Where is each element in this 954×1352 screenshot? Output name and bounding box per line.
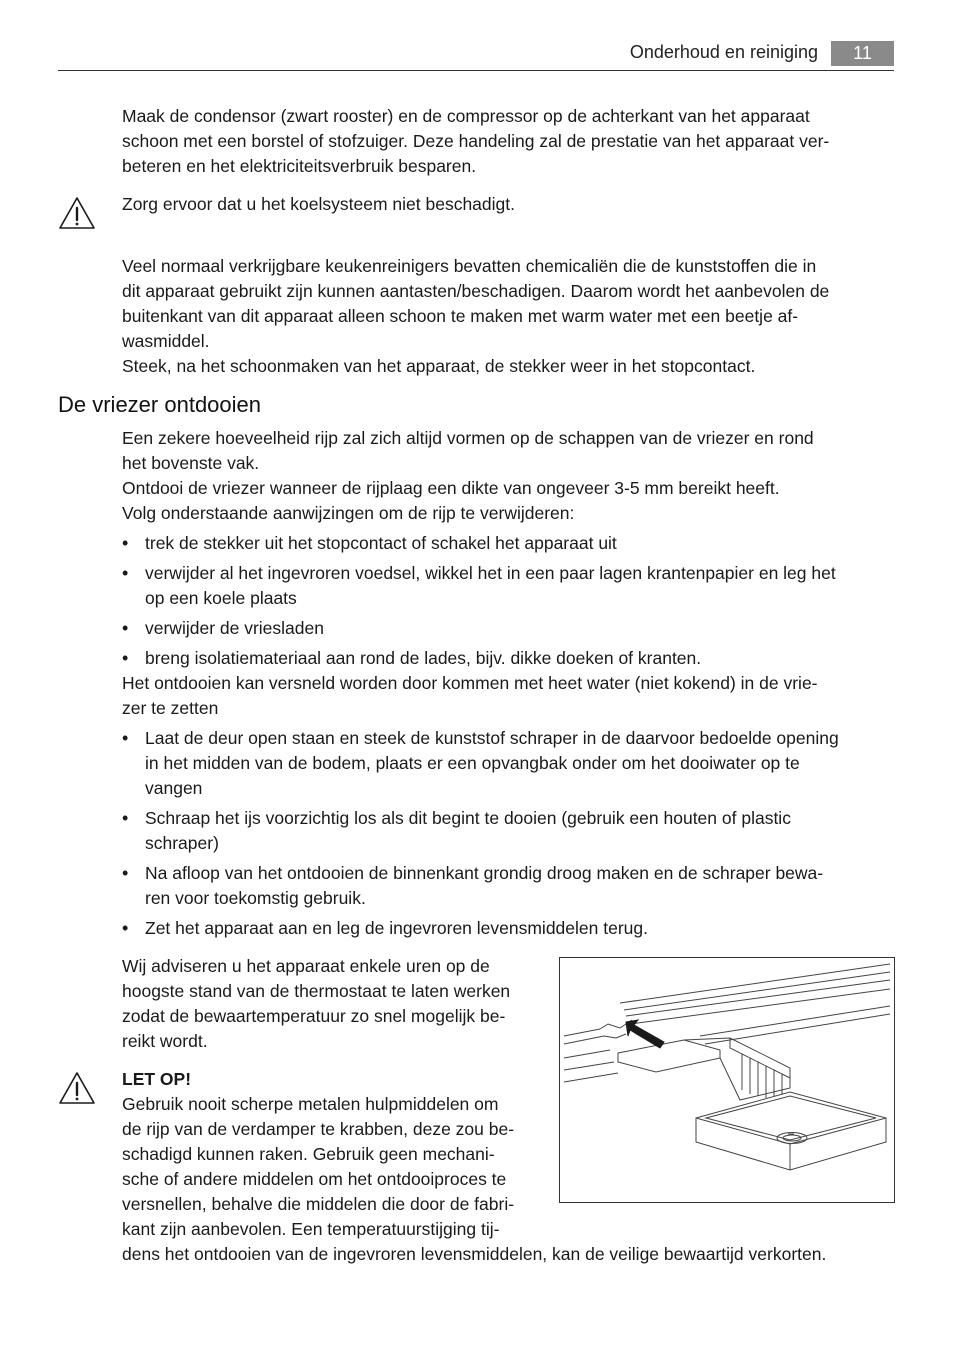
defrost-steps-list <box>122 531 897 671</box>
intro-line: beteren en het elektriciteitsverbruik besparen. <box>122 156 477 176</box>
list-item-line: vangen <box>145 778 203 798</box>
scraper-drip-tray-icon <box>560 958 894 1202</box>
scraper-drip-tray-illustration <box>559 957 895 1203</box>
list-item-line: Laat de deur open staan en steek de kunststof schraper in de daarvoor bedoelde opening <box>145 728 839 748</box>
defrost-intro <box>122 426 897 526</box>
list-item-line: Zet het apparaat aan en leg de ingevroren levensmiddelen terug. <box>145 918 648 938</box>
page-number-badge: 11 <box>831 41 894 66</box>
list-item-line: Schraap het ijs voorzichtig los als dit begint te dooien (gebruik een houten of plastic <box>145 808 791 828</box>
warning-triangle-icon <box>58 1071 96 1105</box>
list-item <box>122 531 897 556</box>
defrost-intro-line: Volg onderstaande aanwijzingen om de rijp te verwijderen: <box>122 503 575 523</box>
advice-line: Wij adviseren u het apparaat enkele uren op de <box>122 956 490 976</box>
caution-line: versnellen, behalve die middelen die door de fabri- <box>122 1194 515 1214</box>
list-item <box>122 806 897 856</box>
intro-paragraph <box>122 104 897 179</box>
caution-line: Gebruik nooit scherpe metalen hulpmiddelen om <box>122 1094 499 1114</box>
note-line: Het ontdooien kan versneld worden door kommen met heet water (niet kokend) in de vrie- <box>122 673 818 693</box>
warning-triangle-icon <box>58 196 96 230</box>
defrost-intro-line: Ontdooi de vriezer wanneer de rijplaag een dikte van ongeveer 3-5 mm bereikt heeft. <box>122 478 780 498</box>
defrost-hot-water-note <box>122 671 897 721</box>
list-item <box>122 646 897 671</box>
advice-line: zodat de bewaartemperatuur zo snel mogelijk be- <box>122 1006 506 1026</box>
advice-line: reikt wordt. <box>122 1031 208 1051</box>
cleaning-line: Veel normaal verkrijgbare keukenreinigers bevatten chemicaliën die de kunststoffen die in <box>122 256 817 276</box>
caution-title: LET OP! <box>122 1069 192 1089</box>
list-item <box>122 616 897 641</box>
cleaning-paragraph <box>122 254 897 379</box>
list-item-line: schraper) <box>145 833 219 853</box>
list-item <box>122 726 897 801</box>
defrost-intro-line: Een zekere hoeveelheid rijp zal zich altijd vormen op de schappen van de vriezer en rond <box>122 428 814 448</box>
list-item-line: Na afloop van het ontdooien de binnenkant grondig droog maken en de schraper bewa- <box>145 863 824 883</box>
cleaning-line: Steek, na het schoonmaken van het apparaat, de stekker weer in het stopcontact. <box>122 356 756 376</box>
caution-line: kant zijn aanbevolen. Een temperatuurstijging tij- <box>122 1219 500 1239</box>
caution-block <box>122 1067 558 1242</box>
list-item-line: trek de stekker uit het stopcontact of schakel het apparaat uit <box>145 533 617 553</box>
list-item-line: verwijder al het ingevroren voedsel, wikkel het in een paar lagen krantenpapier en leg het <box>145 563 836 583</box>
intro-line: schoon met een borstel of stofzuiger. Deze handeling zal de prestatie van het apparaat ver- <box>122 131 830 151</box>
caution-last-line-wrap <box>122 1242 897 1267</box>
header-divider <box>58 70 894 71</box>
section-heading-defrost: De vriezer ontdooien <box>58 392 262 417</box>
defrost-scraper-list <box>122 726 897 941</box>
list-item-line: verwijder de vriesladen <box>145 618 324 638</box>
advice-paragraph <box>122 954 552 1054</box>
list-item <box>122 916 897 941</box>
note-line: zer te zetten <box>122 698 219 718</box>
advice-line: hoogste stand van de thermostaat te laten werken <box>122 981 511 1001</box>
caution-line: sche of andere middelen om het ontdooiproces te <box>122 1169 507 1189</box>
list-item-line: breng isolatiemateriaal aan rond de lades, bijv. dikke doeken of kranten. <box>145 648 702 668</box>
cleaning-line: dit apparaat gebruikt zijn kunnen aantasten/beschadigen. Daarom wordt het aanbevolen de <box>122 281 830 301</box>
defrost-intro-line: het bovenste vak. <box>122 453 260 473</box>
caution-line: dens het ontdooien van de ingevroren levensmiddelen, kan de veilige bewaartijd verkorten. <box>122 1244 827 1264</box>
caution-line: schadigd kunnen raken. Gebruik geen mechani- <box>122 1144 495 1164</box>
list-item-line: ren voor toekomstig gebruik. <box>145 888 366 908</box>
cleaning-line: buitenkant van dit apparaat alleen schoon te maken met warm water met een beetje af- <box>122 306 799 326</box>
intro-line: Maak de condensor (zwart rooster) en de compressor op de achterkant van het apparaat <box>122 106 810 126</box>
warning-text: Zorg ervoor dat u het koelsysteem niet beschadigt. <box>122 194 515 214</box>
list-item <box>122 561 897 611</box>
list-item <box>122 861 897 911</box>
list-item-line: in het midden van de bodem, plaats er een opvangbak onder om het dooiwater op te <box>145 753 800 773</box>
header-section-title: Onderhoud en reiniging <box>629 42 818 62</box>
list-item-line: op een koele plaats <box>145 588 297 608</box>
warning-koelsysteem <box>122 192 897 217</box>
cleaning-line: wasmiddel. <box>122 331 210 351</box>
caution-line: de rijp van de verdamper te krabben, deze zou be- <box>122 1119 515 1139</box>
